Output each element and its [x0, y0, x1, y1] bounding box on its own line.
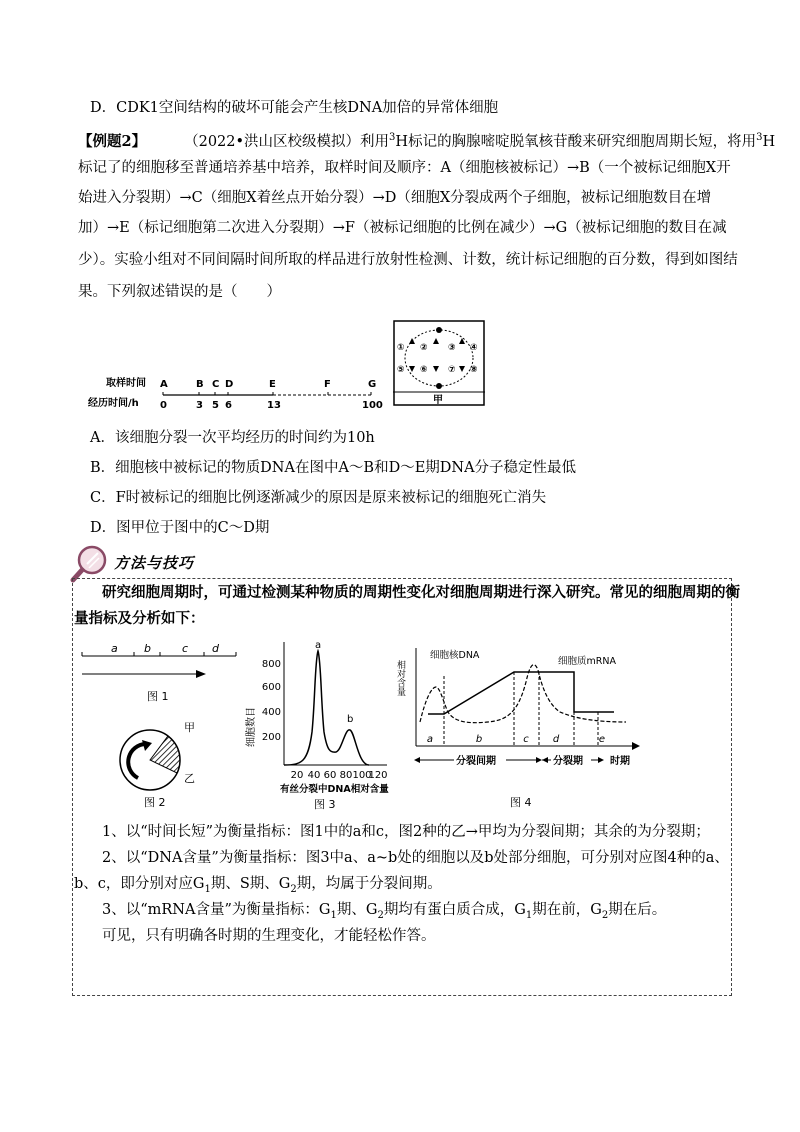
timeline-point-b: B — [196, 379, 204, 390]
cell-label-8: ⑧ — [470, 365, 478, 375]
fig1-caption: 图 1 — [147, 690, 169, 703]
figure-3-histogram — [244, 632, 390, 810]
magnifier-icon — [70, 542, 110, 582]
fig4-ylabel: 相对含量 — [395, 660, 405, 696]
figure-jia — [393, 320, 485, 406]
timeline-time-13: 13 — [267, 400, 281, 411]
option-d: D．图甲位于图中的C～D期 — [90, 520, 270, 536]
example2-line3: 始进入分裂期）→C（细胞X着丝点开始分裂）→D（细胞X分裂成两个子细胞，被标记细胞数目在增 — [78, 190, 712, 206]
subscript: 2 — [601, 909, 609, 921]
methods-point-2-line2 — [74, 874, 442, 900]
example-text: H标记的胸腺嘧啶脱氧核苷酸来研究细胞周期长短，将用 — [395, 133, 757, 150]
cell-label-3: ③ — [448, 343, 456, 353]
timeline-label-time: 经历时间/h — [88, 398, 139, 409]
fig3-xtick-60: 60 — [323, 770, 337, 781]
text-run: 期，均属于分裂间期。 — [296, 876, 442, 892]
example2-line2: 标记了的细胞移至普通培养基中培养，取样时间及顺序：A（细胞核被标记）→B（一个被标记细胞X开 — [78, 160, 731, 176]
methods-point-3 — [102, 900, 666, 926]
fig3-xtick-20: 20 — [290, 770, 304, 781]
text-run: 期在后。 — [608, 902, 667, 918]
timeline-time-0: 0 — [160, 400, 167, 411]
fig4-segment-d: d — [552, 734, 560, 745]
fig4-segment-c: c — [523, 734, 529, 745]
timeline-point-e: E — [269, 379, 276, 390]
arrow-head-icon — [196, 670, 206, 678]
question1-option-d: D．CDK1空间结构的破坏可能会产生核DNA加倍的异常体细胞 — [90, 100, 499, 116]
fig3-xtick-120: 120 — [368, 770, 388, 781]
figure-2 — [108, 718, 208, 810]
fig3-peak-b: b — [347, 714, 354, 725]
fig4-interphase-label: 分裂间期 — [456, 756, 496, 767]
fig2-label-yi: 乙 — [184, 772, 195, 785]
methods-point-1: 1、以“时间长短”为衡量指标：图1中的a和c，图2种的乙→甲均为分裂间期；其余的为分裂期； — [102, 824, 710, 840]
fig3-curve — [284, 651, 369, 765]
cell-top-icon — [436, 327, 442, 333]
fig1-label-b: b — [144, 642, 151, 655]
figure-4 — [395, 642, 652, 810]
methods-intro-line2: 量指标及分析如下： — [74, 610, 205, 627]
methods-title: 方法与技巧 — [114, 554, 195, 572]
example2-line1 — [78, 128, 775, 152]
superscript: 3 — [756, 132, 763, 143]
fig4-time-label: 时期 — [610, 756, 630, 767]
example2-line4: 加）→E（标记细胞第二次进入分裂期）→F（被标记细胞的比例在减少）→G（被标记细胞的数目在减 — [78, 220, 727, 236]
timeline-point-a: A — [160, 379, 168, 390]
timeline-point-g: G — [368, 379, 377, 390]
timeline-label-sampling: 取样时间 — [106, 378, 146, 389]
superscript: 3 — [389, 132, 396, 143]
cell-label-4: ④ — [470, 343, 478, 353]
text-run: b、c，即分别对应G — [74, 876, 205, 892]
example-tag: 【例题2】 — [78, 132, 147, 150]
timeline-time-6: 6 — [225, 400, 232, 411]
fig2-label-jia: 甲 — [184, 721, 195, 734]
fig2-caption: 图 2 — [144, 796, 166, 809]
fig4-segment-e: e — [598, 734, 606, 745]
fig3-ytick-200: 200 — [261, 732, 281, 743]
option-c: C．F时被标记的细胞比例逐渐减少的原因是原来被标记的细胞死亡消失 — [90, 490, 547, 506]
subscript: 1 — [525, 909, 533, 921]
fig4-caption: 图 4 — [510, 796, 532, 809]
fig3-caption: 图 3 — [314, 798, 336, 811]
fig3-xtick-100: 100 — [352, 770, 372, 781]
methods-point-2-line1: 2、以“DNA含量”为衡量指标：图3中a、a~b处的细胞以及b处部分细胞，可分别对应图4种的a、 — [102, 850, 729, 866]
timeline-time-3: 3 — [196, 400, 203, 411]
arrow-head-icon — [632, 742, 640, 750]
option-a: A．该细胞分裂一次平均经历的时间约为10h — [90, 430, 375, 446]
timeline-time-100: 100 — [362, 400, 383, 411]
cell-label-7: ⑦ — [448, 365, 456, 375]
fig4-segment-b: b — [475, 734, 483, 745]
fig4-segment-a: a — [426, 734, 434, 745]
figure-1 — [78, 642, 240, 704]
fig3-xtick-80: 80 — [339, 770, 353, 781]
text-run: 期、G — [336, 902, 378, 918]
timeline-time-5: 5 — [212, 400, 219, 411]
text-run: 期均有蛋白质合成，G — [383, 902, 526, 918]
subscript: 1 — [330, 909, 337, 921]
fig4-mrna-label: 细胞质mRNA — [558, 656, 616, 667]
fig3-ytick-400: 400 — [261, 707, 281, 718]
fig3-xtick-40: 40 — [307, 770, 321, 781]
fig4-mrna-curve — [420, 665, 626, 723]
timeline-point-d: D — [225, 379, 234, 390]
fig3-xlabel: 有丝分裂中DNA相对含量 — [280, 784, 389, 795]
subscript: 2 — [377, 909, 384, 921]
example-text: H — [762, 133, 776, 150]
example2-line6: 果。下列叙述错误的是（ ） — [78, 284, 281, 300]
fig3-ylabel: 细胞数目 — [246, 707, 257, 747]
cell-label-5: ⑤ — [397, 365, 405, 375]
example-source: （2022•洪山区校级模拟）利用 — [184, 133, 390, 150]
methods-conclusion: 可见，只有明确各时期的生理变化，才能轻松作答。 — [102, 928, 436, 944]
text-run: 期、S期、G — [210, 876, 291, 892]
timeline-point-c: C — [212, 379, 220, 390]
option-b: B．细胞核中被标记的物质DNA在图中A～B和D～E期DNA分子稳定性最低 — [90, 460, 577, 476]
figure-jia-caption: 甲 — [433, 395, 443, 406]
fig3-ytick-600: 600 — [261, 682, 281, 693]
sampling-timeline — [88, 374, 388, 414]
fig1-label-c: c — [182, 642, 189, 655]
fig3-ytick-800: 800 — [261, 659, 281, 670]
timeline-point-f: F — [324, 379, 331, 390]
cell-label-2: ② — [420, 343, 428, 353]
example2-line5: 少）。实验小组对不同间隔时间所取的样品进行放射性检测、计数，统计标记细胞的百分数，得到如图结 — [78, 252, 738, 268]
fig3-peak-a: a — [315, 640, 322, 651]
cell-label-6: ⑥ — [420, 365, 428, 375]
methods-intro-line1: 研究细胞周期时，可通过检测某种物质的周期性变化对细胞周期进行深入研究。常见的细胞周期的衡 — [102, 584, 740, 601]
subscript: 2 — [290, 883, 297, 895]
cell-label-1: ① — [397, 343, 405, 353]
subscript: 1 — [204, 883, 211, 895]
fig4-dna-label: 细胞核DNA — [430, 650, 480, 661]
fig1-label-a: a — [111, 642, 118, 655]
fig4-dna-line — [428, 672, 614, 714]
cell-bottom-icon — [436, 383, 442, 389]
text-run: 期在前，G — [532, 902, 602, 918]
fig1-label-d: d — [212, 642, 219, 655]
fig4-mitosis-label: 分裂期 — [553, 756, 583, 767]
text-run: 3、以“mRNA含量”为衡量指标：G — [102, 902, 331, 918]
